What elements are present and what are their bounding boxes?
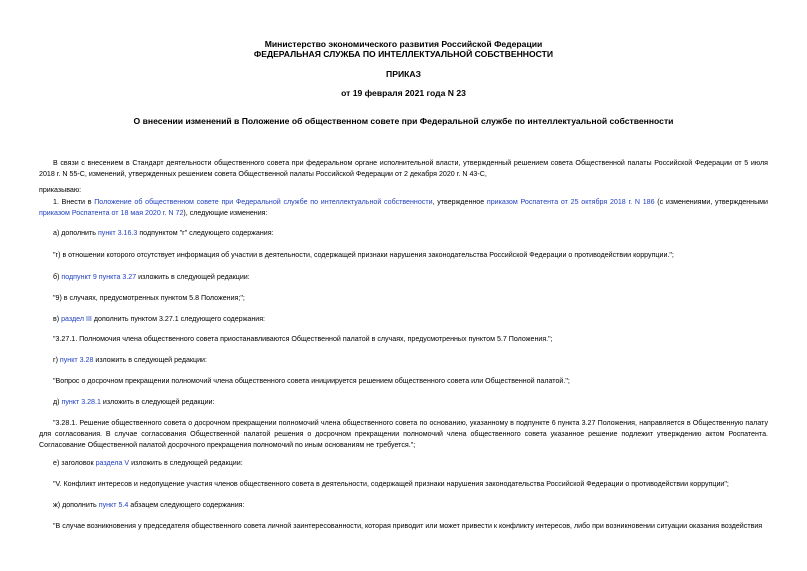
item-v-pre: в) bbox=[53, 315, 62, 323]
link-regulation[interactable]: Положение об общественном совете при Федеральной службе по интеллектуальной собственности bbox=[94, 198, 433, 206]
item-b-text: "9) в случаях, предусмотренных пунктом 5.8 Положения;"; bbox=[53, 294, 245, 302]
item-1-text-d: ), следующие изменения: bbox=[183, 209, 268, 217]
item-g-post: изложить в следующей редакции: bbox=[93, 356, 207, 364]
item-b-pre: б) bbox=[53, 273, 62, 281]
link-order-72[interactable]: приказом Роспатента от 18 мая 2020 г. N 72 bbox=[39, 209, 184, 217]
item-d-pre: д) bbox=[53, 398, 62, 406]
ministry-name: Министерство экономического развития Российской Федерации bbox=[264, 39, 543, 49]
item-g-paragraph bbox=[39, 355, 768, 366]
document-title: О внесении изменений в Положение об общественном совете при Федеральной службе по интеллектуальной собственности bbox=[133, 116, 674, 126]
link-subpoint-9[interactable]: подпункт 9 пункта 3.27 bbox=[61, 273, 137, 281]
item-zh-paragraph bbox=[39, 500, 768, 511]
item-1-text-a: 1. Внести в bbox=[53, 198, 95, 206]
item-b-paragraph bbox=[39, 272, 768, 283]
link-point-3-28[interactable]: пункт 3.28 bbox=[59, 356, 94, 364]
item-d-text: "3.28.1. Решение общественного совета о досрочном прекращении полномочий члена общественного совета по основанию, указанному в подпункте 6 пункта 3.27 Положения, направляется в Общественную палату для согласования. В случае согласования Общественной палатой решения о досрочном прекращении полномочий члена общественного совета указанное решение подлежит утверждению актом Роспатента. Согласование Общественной палатой досрочного прекращения полномочий по иным основаниям не требуется."; bbox=[39, 419, 768, 449]
document-type: ПРИКАЗ bbox=[386, 69, 421, 79]
item-1-paragraph bbox=[39, 197, 768, 219]
item-v-post: дополнить пунктом 3.27.1 следующего содержания: bbox=[91, 315, 266, 323]
item-d-post: изложить в следующей редакции: bbox=[100, 398, 215, 406]
item-1-text-c: (с изменениями, утвержденными bbox=[654, 198, 769, 206]
link-point-5-4[interactable]: пункт 5.4 bbox=[98, 501, 129, 509]
item-e-paragraph bbox=[39, 458, 768, 469]
document-date-number: от 19 февраля 2021 года N 23 bbox=[341, 88, 466, 98]
link-point-3-16-3[interactable]: пункт 3.16.3 bbox=[97, 229, 138, 237]
item-v-text: "3.27.1. Полномочия члена общественного совета приостанавливаются Общественной палатой в случаях, предусмотренных пунктом 5.7 Положения."; bbox=[53, 335, 553, 343]
item-a-post: подпунктом "г" следующего содержания: bbox=[137, 229, 274, 237]
order-word: приказываю: bbox=[39, 186, 82, 194]
item-zh-text: "В случае возникновения у председателя общественного совета личной заинтересованности, которая приводит или может привести к конфликту интересов, либо при возникновении ситуации оказания воздействия bbox=[53, 522, 763, 530]
link-section-3[interactable]: раздел III bbox=[61, 315, 92, 323]
item-v-paragraph bbox=[39, 314, 768, 325]
item-a-text: "г) в отношении которого отсутствует информация об участии в деятельности, содержащей признаки нарушения законодательства Российской Федерации о противодействии коррупции."; bbox=[53, 251, 674, 259]
item-a-pre: а) дополнить bbox=[53, 229, 98, 237]
link-point-3-28-1[interactable]: пункт 3.28.1 bbox=[61, 398, 101, 406]
link-section-5[interactable]: раздела V bbox=[95, 459, 130, 467]
service-name: ФЕДЕРАЛЬНАЯ СЛУЖБА ПО ИНТЕЛЛЕКТУАЛЬНОЙ СОБСТВЕННОСТИ bbox=[253, 49, 554, 59]
item-1-text-b: , утвержденное bbox=[432, 198, 487, 206]
item-d-paragraph bbox=[39, 397, 768, 408]
preamble-paragraph: В связи с внесением в Стандарт деятельности общественного совета при федеральном органе исполнительной власти, утвержденный решением совета Общественной палаты Российской Федерации от 5 июля 2018 г. N 55-С, изменений, утвержденных решением совета Общественной палаты Российской Федерации от 2 декабря 2020 г. N 43-С, bbox=[39, 159, 768, 178]
item-a-paragraph bbox=[39, 228, 768, 239]
item-e-text: "V. Конфликт интересов и недопущение участия членов общественного совета в деятельности, содержащей признаки нарушения законодательства Российской Федерации о противодействии коррупции"; bbox=[53, 480, 729, 488]
item-zh-post: абзацем следующего содержания: bbox=[128, 501, 245, 509]
item-e-post: изложить в следующей редакции: bbox=[129, 459, 243, 467]
item-zh-pre: ж) дополнить bbox=[53, 501, 99, 509]
item-b-post: изложить в следующей редакции: bbox=[136, 273, 250, 281]
item-g-text: "Вопрос о досрочном прекращении полномочий члена общественного совета инициируется решением общественного совета или Общественной палатой."; bbox=[53, 377, 570, 385]
link-order-186[interactable]: приказом Роспатента от 25 октября 2018 г. N 186 bbox=[486, 198, 655, 206]
item-e-pre: е) заголовок bbox=[53, 459, 96, 467]
item-g-pre: г) bbox=[53, 356, 60, 364]
